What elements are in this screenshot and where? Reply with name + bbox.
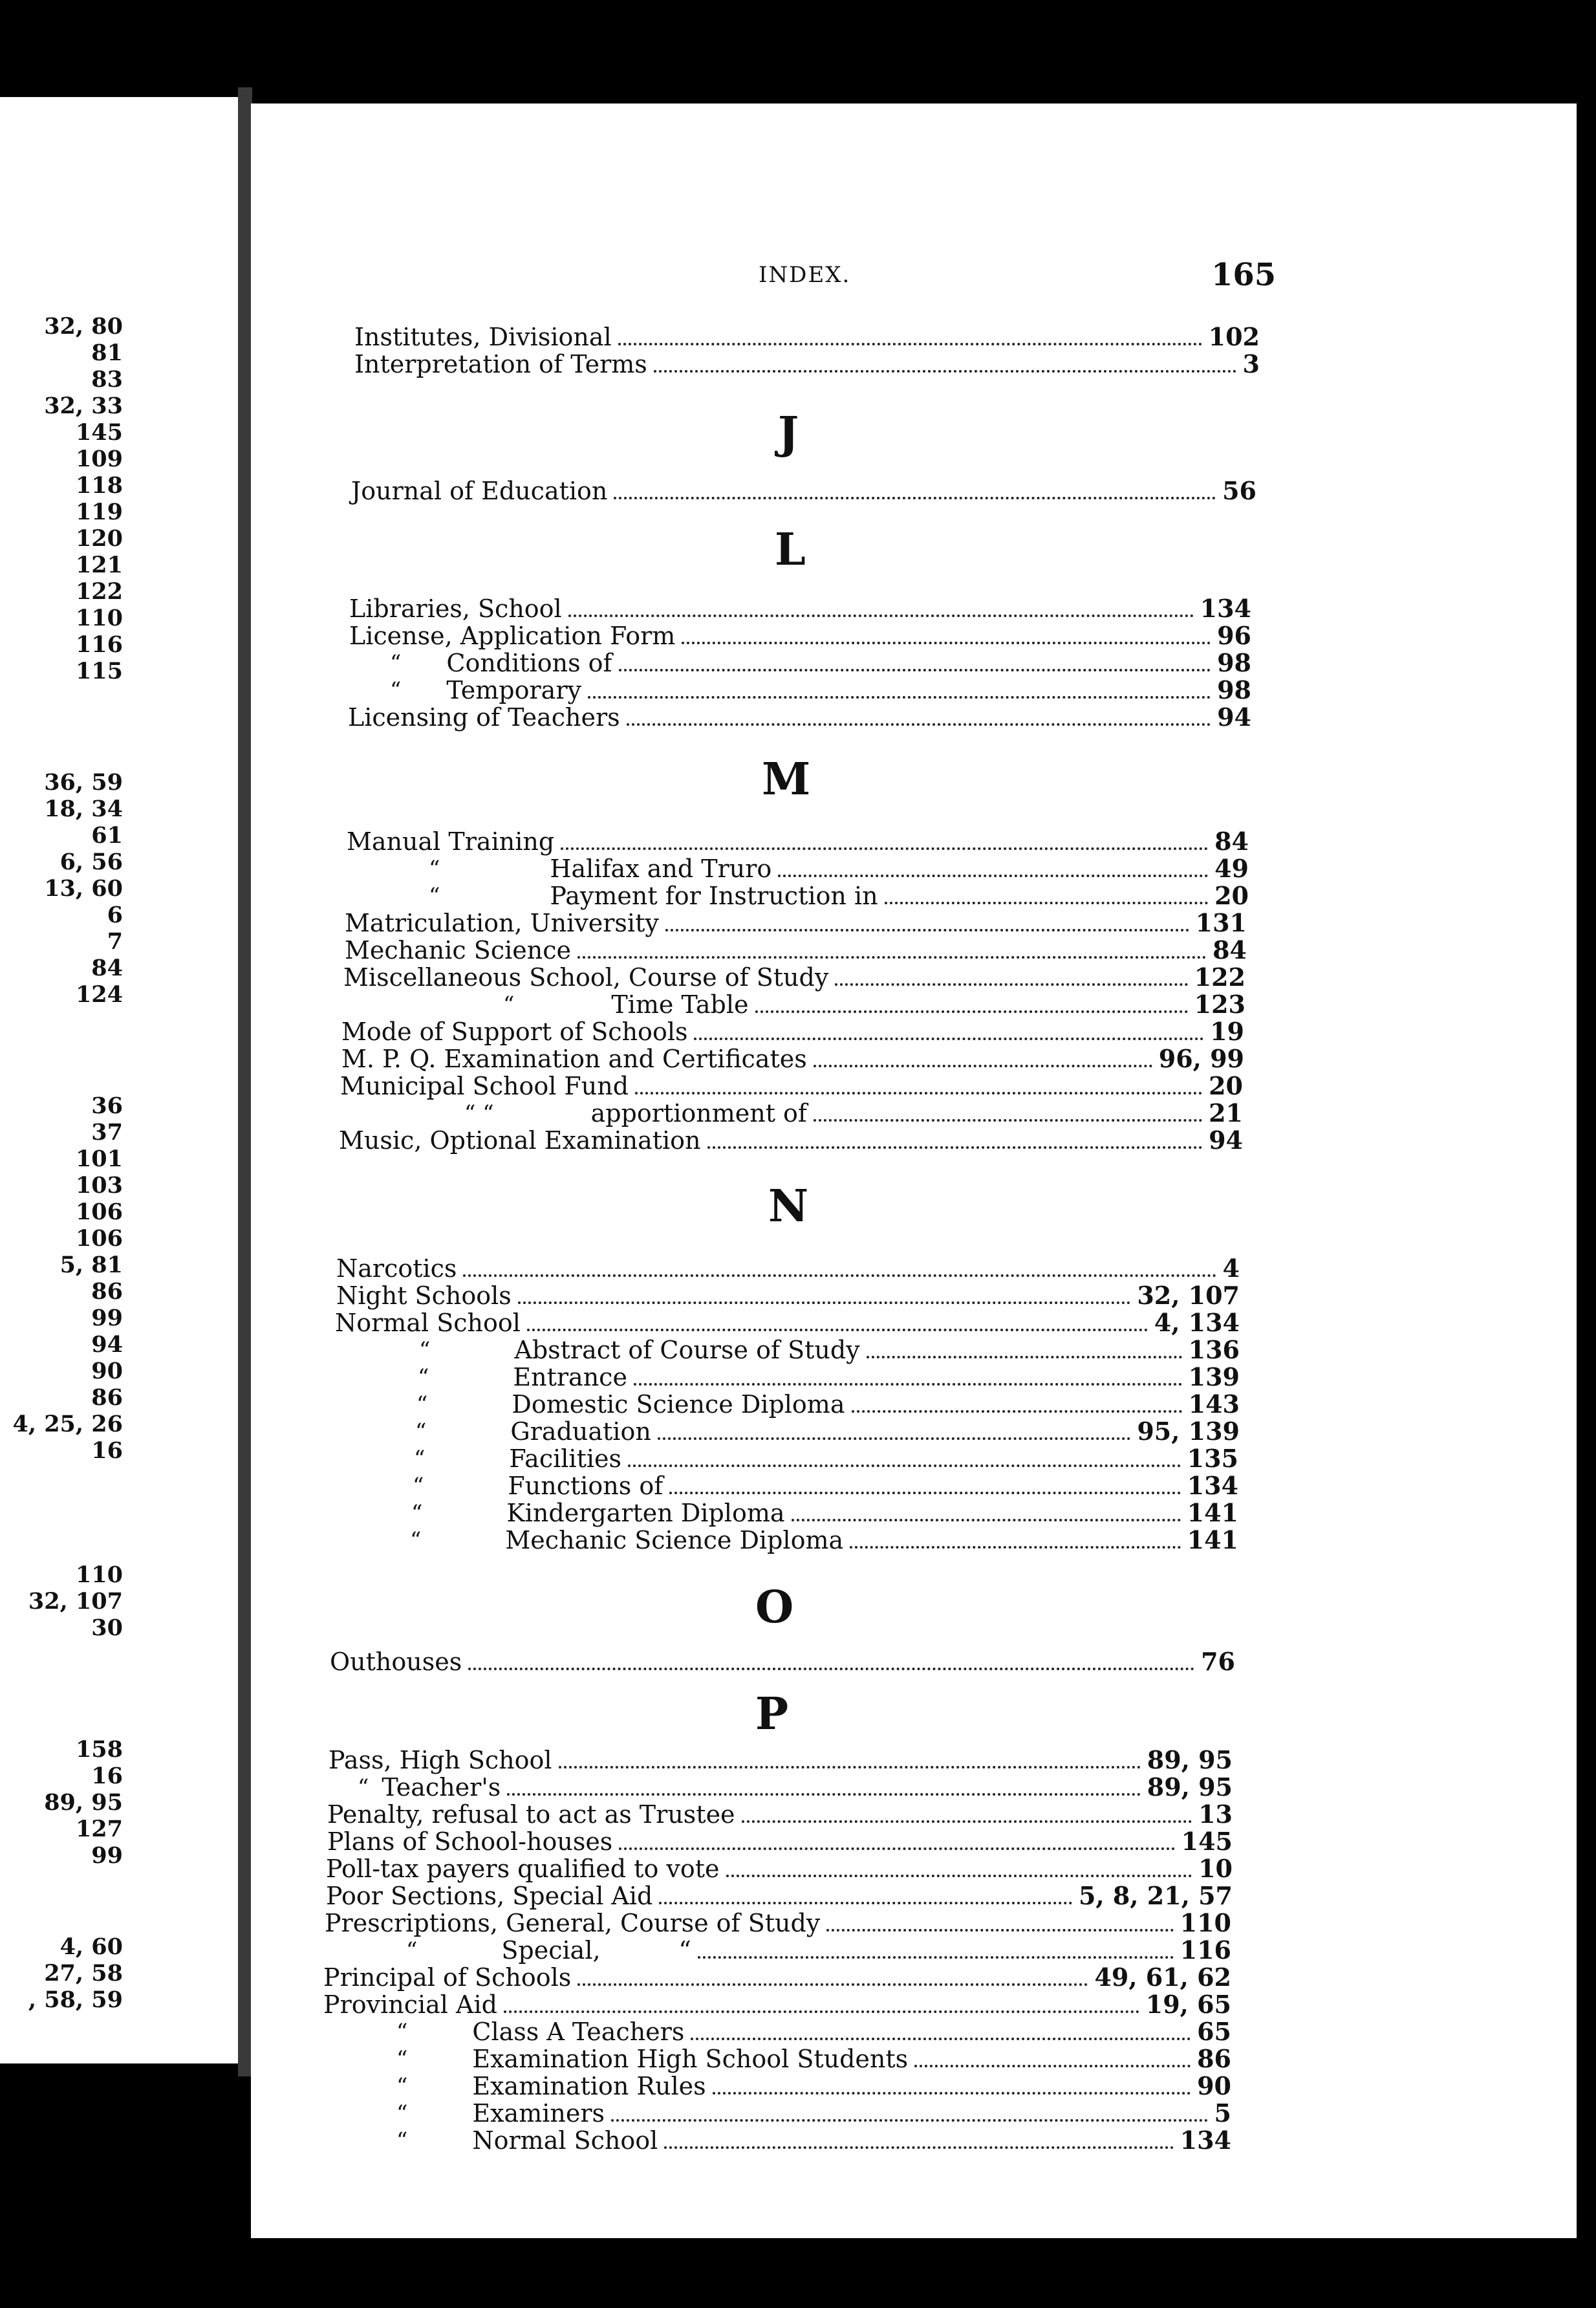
entry-pages: 5: [1214, 2098, 1231, 2128]
page-ref: 4, 60: [59, 1933, 123, 1960]
index-entry: [339, 1127, 1243, 1154]
entry-term: Temporary: [446, 676, 581, 704]
page-ref: , 58, 59: [28, 1987, 123, 2013]
dot-leader: [468, 1667, 1194, 1670]
index-subentry: [429, 882, 1249, 909]
page-number: 165: [1211, 257, 1277, 293]
index-subentry: [396, 2045, 1231, 2073]
entry-term: Payment for Instruction in: [550, 882, 878, 910]
entry-pages: 98: [1217, 648, 1251, 677]
entry-term: Poor Sections, Special Aid: [326, 1882, 653, 1910]
ditto-mark: “: [396, 2100, 408, 2126]
page-ref: 110: [75, 1562, 123, 1588]
entry-term: Class A Teachers: [472, 2018, 685, 2046]
index-entry: [335, 1309, 1240, 1336]
dot-leader: [618, 342, 1202, 345]
entry-pages: 5, 8, 21, 57: [1078, 1881, 1233, 1910]
ditto-mark: “: [415, 1419, 427, 1444]
ditto-mark: “: [390, 677, 402, 703]
dot-leader: [611, 2118, 1208, 2122]
page-ref: 120: [75, 525, 123, 552]
entry-term: Prescriptions, General, Course of Study: [325, 1909, 821, 1937]
index-entry: [325, 1910, 1231, 1937]
dot-leader: [755, 1010, 1188, 1013]
index-subentry: [410, 1527, 1238, 1554]
dot-leader: [628, 1464, 1181, 1467]
entry-term: M. P. Q. Examination and Certificates: [341, 1045, 807, 1073]
entry-term: Journal of Education: [351, 477, 608, 505]
page-ref: 7: [107, 928, 123, 955]
dot-leader: [658, 1437, 1131, 1440]
entry-pages: 4, 134: [1154, 1308, 1240, 1337]
entry-pages: 89, 95: [1147, 1745, 1233, 1774]
entry-term: Plans of School-houses: [327, 1827, 613, 1856]
index-subentry: [390, 649, 1251, 677]
ditto-mark: “: [414, 1446, 426, 1472]
page-ref: 121: [75, 552, 123, 578]
entry-term: Interpretation of Terms: [354, 350, 647, 378]
ditto-mark: “: [419, 1337, 431, 1363]
dot-leader: [463, 1274, 1216, 1277]
entry-term: Special, “: [501, 1936, 691, 1965]
dot-leader: [627, 723, 1211, 726]
dot-leader: [568, 614, 1194, 617]
entry-term: apportionment of: [590, 1099, 807, 1127]
index-subentry: [415, 1418, 1240, 1445]
dot-leader: [588, 695, 1211, 699]
index-subentry: [358, 1774, 1233, 1801]
entry-term: Halifax and Truro: [550, 855, 772, 883]
index-subentry: [418, 1364, 1240, 1391]
page-header: [251, 257, 1577, 301]
dot-leader: [850, 1545, 1181, 1549]
entry-pages: 135: [1187, 1444, 1238, 1473]
dot-leader: [726, 1874, 1192, 1877]
entry-term: Domestic Science Diploma: [512, 1390, 845, 1419]
entry-pages: 134: [1180, 2126, 1231, 2155]
ditto-mark: “: [413, 1473, 424, 1499]
page-ref: 89, 95: [44, 1789, 123, 1816]
dot-leader: [559, 1765, 1141, 1769]
entry-pages: 10: [1198, 1854, 1233, 1883]
index-entry: [345, 909, 1247, 937]
index-entry: [343, 964, 1246, 991]
entry-term: Libraries, School: [349, 594, 562, 623]
running-title: INDEX.: [759, 262, 851, 288]
entry-term: Outhouses: [330, 1648, 462, 1676]
index-subentry: [413, 1472, 1238, 1499]
index-subentry: [414, 1445, 1238, 1472]
entry-pages: 20: [1214, 881, 1249, 910]
index-page: [251, 103, 1577, 2238]
dot-leader: [577, 1983, 1088, 1986]
entry-term: Music, Optional Examination: [339, 1126, 701, 1155]
dot-leader: [665, 928, 1189, 931]
index-subentry: [416, 1391, 1240, 1418]
dot-leader: [577, 955, 1206, 959]
page-ref: 27, 58: [44, 1960, 123, 1987]
index-subentry: [464, 1100, 1243, 1127]
entry-term: Manual Training: [347, 827, 555, 856]
entry-pages: 19: [1210, 1017, 1244, 1046]
entry-term: Mechanic Science: [345, 936, 571, 964]
page-ref: 145: [75, 419, 123, 446]
entry-pages: 96: [1217, 621, 1251, 650]
dot-leader: [707, 1146, 1203, 1149]
entry-term: Time Table: [611, 990, 749, 1019]
section-letter-m: M: [762, 754, 811, 805]
entry-pages: 95, 139: [1137, 1417, 1240, 1446]
index-entry: [327, 1828, 1233, 1855]
page-ref: 106: [75, 1225, 123, 1252]
entry-pages: 84: [1213, 935, 1247, 964]
dot-leader: [885, 901, 1209, 904]
entry-pages: 84: [1214, 827, 1249, 856]
index-subentry: [396, 2127, 1231, 2154]
entry-pages: 13: [1198, 1800, 1233, 1829]
entry-term: License, Application Form: [349, 622, 676, 650]
page-ref: 115: [75, 658, 123, 684]
index-subentry: [429, 855, 1249, 882]
entry-pages: 141: [1187, 1498, 1238, 1527]
page-ref: 81: [91, 340, 123, 366]
index-entry: [341, 1018, 1244, 1045]
ditto-mark: “: [503, 992, 515, 1018]
page-ref: 83: [91, 366, 123, 393]
page-ref: 4, 25, 26: [12, 1411, 123, 1437]
entry-term: Examination Rules: [472, 2072, 706, 2100]
page-ref: 101: [75, 1146, 123, 1172]
entry-pages: 65: [1197, 2017, 1231, 2046]
dot-leader: [619, 668, 1211, 671]
section-letter-o: O: [755, 1582, 794, 1633]
entry-term: Principal of Schools: [323, 1963, 572, 1992]
page-gutter: [238, 87, 252, 2076]
page-ref: 110: [75, 605, 123, 631]
section-letter-l: L: [775, 524, 806, 576]
page-ref: 13, 60: [44, 875, 123, 902]
page-ref: 106: [75, 1199, 123, 1225]
page-ref: 6: [107, 902, 123, 928]
entry-term: Graduation: [510, 1417, 651, 1446]
previous-page-fragment: [0, 97, 238, 2063]
entry-pages: 134: [1200, 594, 1251, 623]
entry-term: Poll-tax payers qualified to vote: [326, 1855, 720, 1883]
entry-term: Narcotics: [336, 1254, 457, 1283]
entry-term: Conditions of: [446, 649, 612, 677]
index-entry: [323, 1991, 1231, 2018]
index-entry: [354, 323, 1260, 351]
page-ref: 5, 81: [59, 1252, 123, 1278]
page-ref: 6, 56: [59, 849, 123, 875]
page-ref: 32, 33: [44, 393, 123, 419]
entry-term: Teacher's: [382, 1773, 501, 1802]
entry-pages: 110: [1180, 1908, 1231, 1937]
page-ref: 32, 107: [28, 1588, 123, 1615]
ditto-mark: “: [416, 1391, 428, 1417]
section-letter-n: N: [768, 1181, 809, 1232]
entry-term: Facilities: [509, 1444, 621, 1473]
entry-pages: 94: [1217, 702, 1251, 732]
entry-term: Licensing of Teachers: [348, 703, 620, 732]
entry-pages: 122: [1194, 963, 1246, 992]
entry-term: Normal School: [472, 2126, 658, 2155]
index-entry: [347, 828, 1249, 855]
page-ref: 118: [75, 472, 123, 499]
entry-pages: 76: [1201, 1647, 1235, 1676]
dot-leader: [654, 369, 1236, 373]
index-subentry: [396, 2018, 1231, 2045]
dot-leader: [867, 1355, 1182, 1358]
dot-leader: [826, 1928, 1173, 1932]
index-entry: [330, 1648, 1235, 1675]
page-ref: 36, 59: [44, 769, 123, 796]
entry-term: Institutes, Divisional: [354, 323, 612, 351]
page-ref: 16: [91, 1437, 123, 1464]
index-entry: [340, 1072, 1243, 1100]
dot-leader: [691, 2037, 1191, 2040]
entry-term: Provincial Aid: [323, 1990, 497, 2019]
dot-leader: [814, 1064, 1152, 1067]
page-ref: 37: [91, 1119, 123, 1146]
entry-pages: 4: [1222, 1254, 1240, 1283]
index-subentry: [396, 2073, 1231, 2100]
dot-leader: [518, 1301, 1131, 1304]
entry-term: Normal School: [335, 1309, 521, 1337]
index-subentry: [411, 1499, 1238, 1527]
index-entry: [351, 477, 1256, 505]
page-ref: 122: [75, 578, 123, 605]
entry-term: Kindergarten Diploma: [506, 1499, 785, 1527]
ditto-mark: “: [406, 1937, 418, 1963]
index-entry: [336, 1255, 1240, 1282]
entry-pages: 49: [1214, 854, 1249, 883]
ditto-mark: “: [418, 1364, 429, 1390]
dot-leader: [614, 496, 1216, 499]
section-letter-p: P: [755, 1688, 789, 1740]
page-ref: 90: [91, 1358, 123, 1384]
page-ref: 99: [91, 1842, 123, 1869]
dot-leader: [698, 1955, 1174, 1959]
ditto-mark: “: [411, 1500, 423, 1526]
dot-leader: [852, 1410, 1182, 1413]
entry-pages: 3: [1242, 349, 1260, 378]
page-ref: 127: [75, 1816, 123, 1842]
page-ref: 32, 80: [44, 313, 123, 340]
dot-leader: [694, 1037, 1203, 1040]
dot-leader: [507, 1792, 1140, 1796]
entry-pages: 96, 99: [1158, 1044, 1244, 1073]
entry-pages: 19, 65: [1145, 1990, 1231, 2019]
entry-term: Pass, High School: [329, 1746, 552, 1774]
ditto-mark: “: [429, 883, 440, 909]
dot-leader: [713, 2091, 1191, 2095]
entry-term: Penalty, refusal to act as Trustee: [327, 1800, 735, 1829]
entry-pages: 145: [1181, 1827, 1233, 1856]
index-subentry: [503, 991, 1246, 1018]
ditto-mark: “: [410, 1527, 422, 1553]
entry-pages: 94: [1209, 1126, 1243, 1155]
page-ref: 94: [91, 1331, 123, 1358]
index-entry: [327, 1801, 1233, 1828]
dot-leader: [914, 2064, 1191, 2067]
dot-leader: [682, 641, 1211, 644]
entry-term: Examiners: [472, 2099, 605, 2128]
index-entry: [341, 1045, 1244, 1072]
index-entry: [348, 704, 1251, 731]
index-entry: [354, 351, 1260, 378]
ditto-mark: “: [396, 2073, 408, 2099]
entry-pages: 20: [1209, 1071, 1243, 1100]
entry-pages: 32, 107: [1137, 1281, 1240, 1310]
entry-term: Entrance: [513, 1363, 627, 1391]
entry-pages: 141: [1187, 1525, 1238, 1554]
entry-pages: 134: [1187, 1471, 1238, 1500]
dot-leader: [527, 1328, 1148, 1331]
section-letter-j: J: [778, 408, 799, 459]
page-ref: 61: [91, 822, 123, 849]
ditto-mark: “: [390, 650, 402, 676]
ditto-mark: “: [396, 2046, 408, 2072]
entry-pages: 21: [1209, 1098, 1243, 1127]
ditto-mark: “ “: [464, 1100, 494, 1126]
page-ref: 99: [91, 1305, 123, 1331]
page-ref: 18, 34: [44, 796, 123, 822]
ditto-mark: “: [396, 2128, 408, 2153]
dot-leader: [814, 1118, 1202, 1122]
ditto-mark: “: [429, 856, 440, 882]
entry-pages: 56: [1222, 476, 1256, 505]
entry-term: Examination High School Students: [472, 2045, 909, 2073]
entry-term: Functions of: [508, 1472, 663, 1500]
index-entry: [349, 622, 1251, 649]
entry-pages: 143: [1188, 1389, 1240, 1419]
entry-pages: 136: [1188, 1335, 1240, 1364]
index-subentry: [419, 1336, 1240, 1364]
page-ref: 86: [91, 1384, 123, 1411]
dot-leader: [561, 847, 1208, 850]
index-entry: [329, 1747, 1233, 1774]
entry-term: Mechanic Science Diploma: [505, 1526, 844, 1554]
page-ref: 103: [75, 1172, 123, 1199]
index-entry: [326, 1855, 1233, 1882]
entry-pages: 131: [1195, 908, 1247, 937]
entry-pages: 102: [1208, 322, 1260, 351]
entry-pages: 98: [1217, 675, 1251, 704]
dot-leader: [659, 1901, 1072, 1904]
page-ref: 84: [91, 955, 123, 981]
page-ref: 109: [75, 446, 123, 472]
page-ref: 119: [75, 499, 123, 525]
page-ref: 116: [75, 631, 123, 658]
dot-leader: [835, 983, 1187, 986]
dot-leader: [635, 1091, 1202, 1094]
dot-leader: [504, 2010, 1139, 2013]
ditto-mark: “: [396, 2019, 408, 2045]
entry-term: Miscellaneous School, Course of Study: [343, 963, 829, 992]
entry-pages: 123: [1194, 990, 1246, 1019]
page-ref: 16: [91, 1763, 123, 1789]
dot-leader: [619, 1847, 1174, 1850]
page-ref: 36: [91, 1093, 123, 1119]
index-entry: [349, 595, 1251, 622]
entry-term: Night Schools: [336, 1281, 512, 1310]
index-entry: [323, 1964, 1231, 1991]
page-ref: 158: [75, 1736, 123, 1763]
dot-leader: [792, 1518, 1181, 1521]
ditto-mark: “: [358, 1774, 369, 1800]
entry-pages: 90: [1197, 2071, 1231, 2100]
page-ref: 124: [75, 981, 123, 1008]
index-subentry: [406, 1937, 1231, 1964]
page-ref: 86: [91, 1278, 123, 1305]
index-entry: [336, 1282, 1240, 1309]
dot-leader: [742, 1820, 1192, 1823]
index-entry: [345, 937, 1247, 964]
dot-leader: [664, 2146, 1173, 2149]
index-subentry: [390, 677, 1251, 704]
index-subentry: [396, 2100, 1231, 2127]
entry-pages: 86: [1197, 2044, 1231, 2073]
entry-term: Mode of Support of Schools: [341, 1018, 688, 1046]
index-entry: [326, 1882, 1233, 1910]
entry-term: Abstract of Course of Study: [514, 1336, 860, 1364]
entry-pages: 49, 61, 62: [1094, 1963, 1231, 1992]
dot-leader: [634, 1382, 1182, 1386]
entry-pages: 139: [1188, 1362, 1240, 1391]
dot-leader: [669, 1491, 1180, 1494]
entry-pages: 116: [1180, 1935, 1231, 1965]
dot-leader: [778, 874, 1208, 877]
page-ref: 30: [91, 1615, 123, 1641]
entry-term: Matriculation, University: [345, 909, 659, 937]
entry-pages: 89, 95: [1147, 1772, 1233, 1802]
entry-term: Municipal School Fund: [340, 1072, 629, 1100]
